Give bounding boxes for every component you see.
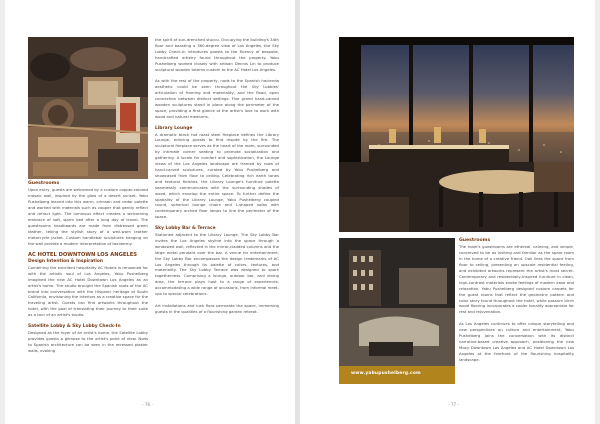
subtitle-design: Design Intention & Inspiration xyxy=(28,258,104,264)
right-page xyxy=(300,0,595,424)
heading-guestrooms-right: Guestrooms xyxy=(459,238,491,243)
hotel-title: AC HOTEL DOWNTOWN LOS ANGELES xyxy=(28,252,137,259)
guestroom-detail-photo xyxy=(28,37,148,179)
heading-guestrooms: Guestrooms xyxy=(28,181,60,186)
heading-library-lounge: Library Lounge xyxy=(155,125,193,131)
left-column-1 xyxy=(28,181,148,354)
paragraph-guestrooms: Upon entry, guests are welcomed by a custom copper-colored mosaic wall, inspired by the glow of a desert sunset. Yabu Pushelberg leaned into this warm, crimson and cedar palette and worked with materials such as copper that gently reflect and refract light. The luminous effect creates a welcoming embrace of soft, warm bed after a long day of travel. The guestrooms headboards are made from distressed green leather, telling the stylish story of a well-worn leather motorcycle jacket. Custom handlebar sculptures hanging on the wall provide a modern interpretation of taxidermy. xyxy=(28,187,148,246)
page-number-left: - 76 - xyxy=(142,402,154,407)
website-url-overlay: www.yabupushelberg.com xyxy=(351,371,421,376)
heading-satellite-lobby: Satellite Lobby & Sky Lobby Check-In xyxy=(28,324,121,329)
guestroom-photo xyxy=(339,238,455,384)
left-page xyxy=(5,0,295,424)
paragraph-closing: As Los Angeles continues to offer unique storytelling and new perspectives on culture and entertainment, Yabu Pushelberg joins the conversation with its distinct narrative-based creative approach, positioning the new Moxy Downtown Los Angeles and AC Hotel Downtown Los Angeles at the forefront of the flourishing hospitality landscape. xyxy=(459,321,574,362)
left-column-2 xyxy=(155,37,279,315)
right-column xyxy=(459,238,574,363)
paragraph-art-installations: Art installations and lush flora permeate the space, immersing guests in the qualities of a flourishing garden retreat. xyxy=(155,302,279,314)
paragraph-sky-lobby-top: the spirit of sun-drenched stucco. Occupying the building's 34th floor and boasting a 360-degree view of Los Angeles, the Sky Lobby Check-In introduces guests to the fluency of bespoke, handcrafted artistry found throughout the property. Yabu Pushelberg worked closely with artisan Dennis Lin to produce sculptural wooden totems custom to the AC Hotel Los Angeles. xyxy=(155,37,279,72)
paragraph-sky-lobby-rest: As with the rest of the property, nods to the Spanish hacienda aesthetic could be seen throughout the Sky Lobbies' articulation of framing and materiality, and the flood, open connection between distinct settings. Five grand hand-carved wooden sculptures stand in place along the perimeter of the space, providing a first glance of the artist's love to work with wood and natural mediums. xyxy=(155,78,279,119)
paragraph-guestrooms-right: The hotel's guestrooms are ethereal, calming, and simple, conceived to be as inviting and familiar as the spare room in the home of a creative friend. Oak lines the space from floor to ceiling, presenting an upscale residential feeling, and exhibited artworks represent the artist's most secret. Contemporary and residentially-inspired furniture in clean, high-contrast materials evoke feelings of modern ease and relaxation. Yabu Pushelberg designed custom carpets for the guest rooms that reflect the geometric pattern and color story found throughout the hotel, while possum birch wood flooring incorporates a cooler tonality appropriate for rest and rejuvenation. xyxy=(459,244,574,315)
paragraph-sky-lobby-bar: Stationed adjacent to the Library Lounge, The Sky Lobby Bar invites the Los Angeles skyline into the space through a windowed wall, reflected in the mirror-cladded columns and the large metal pendant over the bar. A venue for entertainment, the Sky Lobby Bar encompasses the design trademarks of AC Los Angeles through its palette of colors, textures, and materiality. The Sky Lobby Terrace was designed to spark togetherness. Comprising a lounge, outdoor bar, and dining area, the terrace plays host to a range of experiences, accommodating a wide range of occasions, from informal meet-ups to special celebrations. xyxy=(155,232,279,297)
paragraph-design: Combining the excellent hospitality AC Hotels is renowned for with the artistic soul of Los Angeles, Yabu Pushelberg imagined the new AC Hotel Downtown Los Angeles as an artist's home. The studio brought the Spanish roots of the AC brand into conversation with the Hispanic heritage of South California, envisioning the interiors as a creative space for the traveling artist. Guests can find artworks throughout the hotel, with the goal of translating their journey to their suite as a tour of an artist's studio. xyxy=(28,264,148,318)
paragraph-satellite-lobby: Designed as the foyer of an artist's home, the Satellite Lobby provides guests a glimpse to the artist's point of view. Nods to Spanish architecture can be seen in the recessed plaster walls, evoking xyxy=(28,330,148,353)
page-number-right: - 77 - xyxy=(448,402,460,407)
paragraph-library-lounge: A dramatic black hot roast steel fireplace defines the Library Lounge, enticing guests to find respite by the fire. The sculptural fireplace serves as the heart of the room, surrounded by intimate corner seating to promote socialization and gathering. A locale for comfort and sophistication, the Lounge views of the Los Angeles landscape are framed by rows of hand-carved sculptures, curated by Yabu Pushelberg and showcased from floor to ceiling. Celebrating rich earth tones and textural finishes, the Library Lounge's furniture palette seamlessly communicates with the surrounding shades of wood, which envelop the entire space. To further define the spatiality of the Library Lounge, Yabu Pushelberg coupled round, spherical lounge chairs and L-shaped sofas with contemporary arched floor lamps to line the perimeter of the space. xyxy=(155,131,279,220)
heading-sky-lobby-bar: Sky Lobby Bar & Terrace xyxy=(155,226,216,232)
sky-lobby-bar-photo xyxy=(339,37,574,232)
